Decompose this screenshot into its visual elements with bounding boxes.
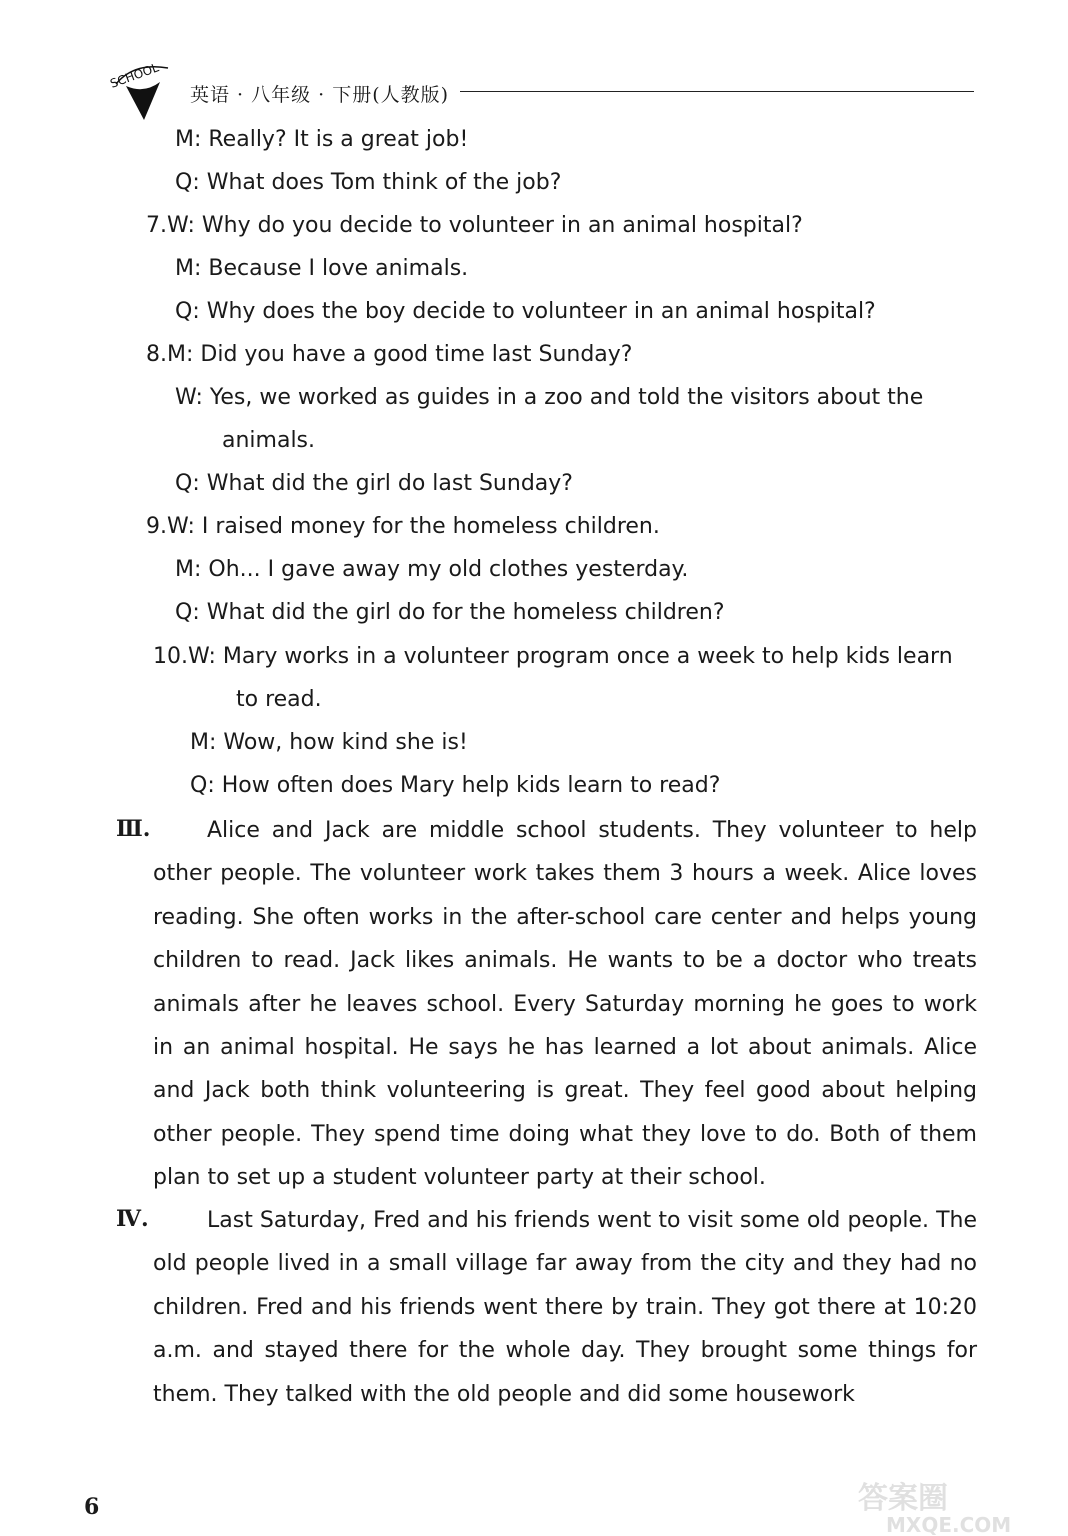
page-number: 6 bbox=[84, 1494, 100, 1520]
dialogue-item-10 bbox=[153, 643, 953, 671]
dialogue-line: W: Mary works in a volunteer program once a week to help kids learn bbox=[188, 644, 953, 669]
dialogue-line: M: Wow, how kind she is! bbox=[190, 730, 468, 755]
header-rule bbox=[460, 91, 974, 92]
dialogue-line: Q: What did the girl do last Sunday? bbox=[175, 471, 573, 496]
section-4-text: Last Saturday, Fred and his friends went to visit some old people. The old people lived in a small village far away from the city and they had no children. Fred and his friends went there by train. They got there at 10:20 a.m. and stayed there for the whole day. They brought some things for them. They talked with the old people and did some housework bbox=[153, 1208, 977, 1407]
dialogue-item-8 bbox=[146, 341, 632, 369]
school-logo-icon bbox=[104, 58, 184, 124]
item-number: 9. bbox=[146, 514, 167, 539]
dialogue-line: Q: How often does Mary help kids learn to read? bbox=[190, 773, 721, 798]
section-3-paragraph bbox=[153, 809, 977, 1200]
watermark-text: 答案圈 bbox=[858, 1481, 948, 1516]
item-number: 8. bbox=[146, 342, 167, 367]
page-header bbox=[104, 58, 974, 128]
book-title: 英语 · 八年级 · 下册(人教版) bbox=[190, 84, 450, 106]
dialogue-line: to read. bbox=[236, 687, 322, 712]
section-4-label: Ⅳ. bbox=[116, 1206, 149, 1232]
watermark-logo-icon bbox=[846, 1478, 1046, 1536]
section-3-text: Alice and Jack are middle school students. They volunteer to help other people. The volunteer work takes them 3 hours a week. Alice loves reading. She often works in the after-school care center and helps young children to read. Jack likes animals. He wants to be a doctor who treats animals after he leaves school. Every Saturday morning he goes to work in an animal hospital. He says he has learned a lot about animals. Alice and Jack both think volunteering is great. They feel good about helping other people. They spend time doing what they love to do. Both of them plan to set up a student volunteer party at their school. bbox=[153, 818, 977, 1191]
watermark-url: MXQE.COM bbox=[886, 1513, 1012, 1536]
dialogue-line: Q: What did the girl do for the homeless children? bbox=[175, 600, 725, 625]
dialogue-line: animals. bbox=[222, 428, 316, 453]
section-4-paragraph bbox=[153, 1199, 977, 1416]
dialogue-line: M: Because I love animals. bbox=[175, 256, 469, 281]
dialogue-item-7 bbox=[146, 212, 803, 240]
item-number: 7. bbox=[146, 213, 167, 238]
dialogue-line: W: I raised money for the homeless children. bbox=[167, 514, 660, 539]
dialogue-line: W: Why do you decide to volunteer in an animal hospital? bbox=[167, 213, 803, 238]
section-3-label: Ⅲ. bbox=[116, 816, 151, 842]
dialogue-line: M: Did you have a good time last Sunday? bbox=[167, 342, 633, 367]
dialogue-item-9 bbox=[146, 513, 660, 541]
dialogue-line: Q: Why does the boy decide to volunteer in an animal hospital? bbox=[175, 299, 876, 324]
dialogue-line: W: Yes, we worked as guides in a zoo and told the visitors about the bbox=[175, 385, 924, 410]
logo-text: SCHOOL bbox=[108, 60, 161, 91]
dialogue-line: Q: What does Tom think of the job? bbox=[175, 170, 562, 195]
item-number: 10. bbox=[153, 644, 188, 669]
dialogue-line: M: Really? It is a great job! bbox=[175, 127, 469, 152]
dialogue-line: M: Oh... I gave away my old clothes yesterday. bbox=[175, 557, 689, 582]
